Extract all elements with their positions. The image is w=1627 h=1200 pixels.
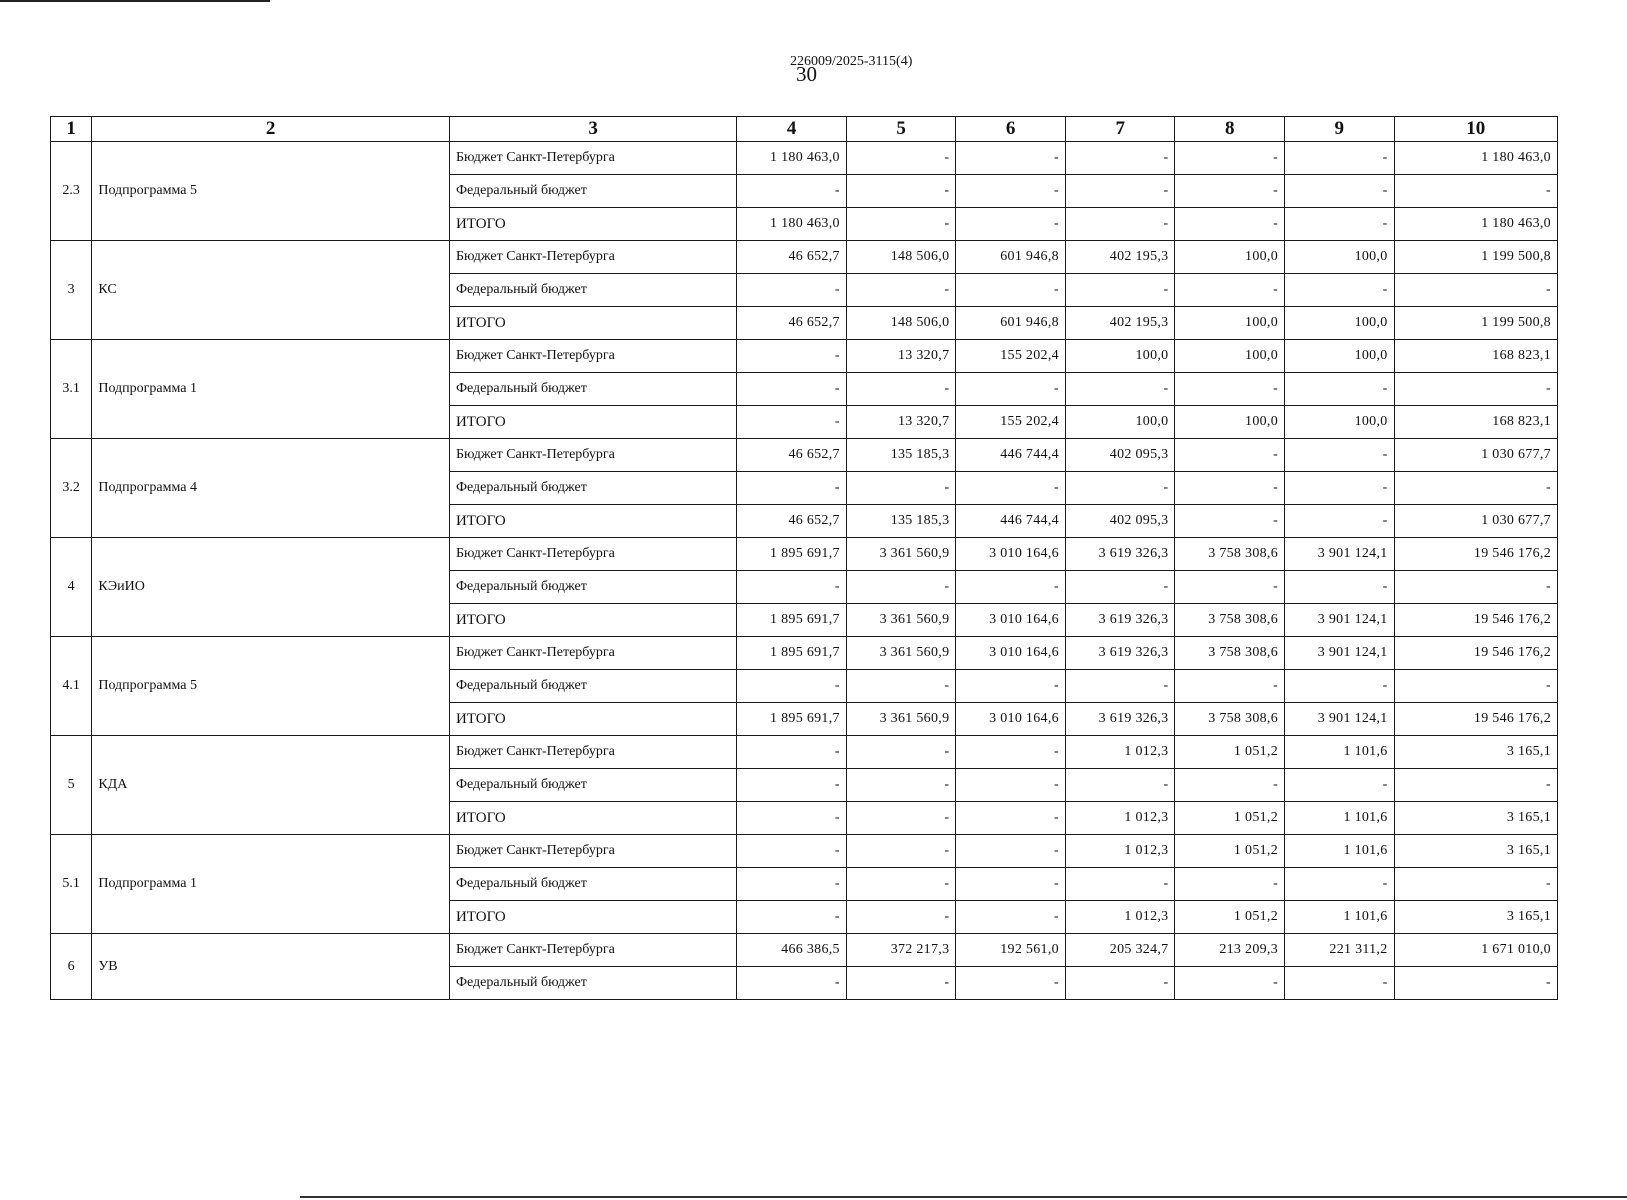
amount-cell: - — [737, 571, 847, 604]
item-name-cell: КЭиИО — [92, 538, 450, 637]
funding-source-cell: Федеральный бюджет — [449, 670, 736, 703]
amount-cell: - — [737, 736, 847, 769]
table-row — [51, 340, 1558, 373]
amount-cell: - — [956, 802, 1066, 835]
amount-cell: - — [1394, 670, 1557, 703]
amount-cell: 1 895 691,7 — [737, 703, 847, 736]
item-name-cell: Подпрограмма 1 — [92, 835, 450, 934]
amount-cell: - — [1394, 472, 1557, 505]
amount-cell: 19 546 176,2 — [1394, 637, 1557, 670]
amount-cell: - — [956, 670, 1066, 703]
amount-cell: - — [1394, 769, 1557, 802]
funding-source-cell: ИТОГО — [449, 802, 736, 835]
funding-source-cell: Бюджет Санкт-Петербурга — [449, 340, 736, 373]
table-row — [51, 835, 1558, 868]
amount-cell: 3 758 308,6 — [1175, 604, 1285, 637]
amount-cell: - — [956, 175, 1066, 208]
amount-cell: - — [1394, 274, 1557, 307]
amount-cell: 46 652,7 — [737, 241, 847, 274]
table-header — [51, 117, 1558, 142]
top-scan-rule — [0, 0, 270, 2]
amount-cell: - — [1285, 670, 1395, 703]
item-number-cell: 5.1 — [51, 835, 92, 934]
amount-cell: 19 546 176,2 — [1394, 703, 1557, 736]
amount-cell: - — [1175, 472, 1285, 505]
funding-source-cell: Федеральный бюджет — [449, 769, 736, 802]
amount-cell: - — [846, 802, 956, 835]
budget-table — [50, 116, 1558, 1000]
amount-cell: 1 180 463,0 — [737, 142, 847, 175]
amount-cell: - — [1175, 769, 1285, 802]
amount-cell: 3 619 326,3 — [1065, 637, 1175, 670]
amount-cell: 46 652,7 — [737, 505, 847, 538]
funding-source-cell: Бюджет Санкт-Петербурга — [449, 538, 736, 571]
amount-cell: - — [956, 373, 1066, 406]
amount-cell: - — [1175, 967, 1285, 1000]
amount-cell: - — [1065, 967, 1175, 1000]
amount-cell: - — [1285, 142, 1395, 175]
amount-cell: 3 010 164,6 — [956, 538, 1066, 571]
item-number-cell: 6 — [51, 934, 92, 1000]
funding-source-cell: ИТОГО — [449, 208, 736, 241]
amount-cell: - — [846, 274, 956, 307]
funding-source-cell: ИТОГО — [449, 604, 736, 637]
amount-cell: 3 901 124,1 — [1285, 637, 1395, 670]
amount-cell: - — [737, 835, 847, 868]
amount-cell: - — [956, 967, 1066, 1000]
amount-cell: 46 652,7 — [737, 307, 847, 340]
amount-cell: 1 051,2 — [1175, 736, 1285, 769]
amount-cell: 100,0 — [1175, 340, 1285, 373]
funding-source-cell: Федеральный бюджет — [449, 472, 736, 505]
amount-cell: - — [1175, 505, 1285, 538]
amount-cell: - — [1065, 373, 1175, 406]
amount-cell: - — [1394, 373, 1557, 406]
document-id: 226009/2025-3115(4) — [790, 54, 913, 69]
amount-cell: 1 101,6 — [1285, 835, 1395, 868]
item-number-cell: 5 — [51, 736, 92, 835]
amount-cell: 1 180 463,0 — [1394, 208, 1557, 241]
amount-cell: 3 361 560,9 — [846, 703, 956, 736]
column-header: 8 — [1175, 117, 1285, 142]
amount-cell: 192 561,0 — [956, 934, 1066, 967]
amount-cell: - — [1065, 571, 1175, 604]
amount-cell: - — [737, 340, 847, 373]
column-header: 6 — [956, 117, 1066, 142]
amount-cell: - — [737, 274, 847, 307]
funding-source-cell: Бюджет Санкт-Петербурга — [449, 835, 736, 868]
item-name-cell: КДА — [92, 736, 450, 835]
item-number-cell: 3 — [51, 241, 92, 340]
amount-cell: 3 619 326,3 — [1065, 703, 1175, 736]
amount-cell: - — [1285, 439, 1395, 472]
amount-cell: 402 095,3 — [1065, 505, 1175, 538]
amount-cell: - — [1175, 142, 1285, 175]
funding-source-cell: Федеральный бюджет — [449, 175, 736, 208]
amount-cell: - — [1175, 868, 1285, 901]
amount-cell: 46 652,7 — [737, 439, 847, 472]
funding-source-cell: Бюджет Санкт-Петербурга — [449, 439, 736, 472]
amount-cell: - — [1394, 868, 1557, 901]
amount-cell: - — [737, 901, 847, 934]
amount-cell: 1 012,3 — [1065, 835, 1175, 868]
amount-cell: 1 199 500,8 — [1394, 241, 1557, 274]
item-name-cell: КС — [92, 241, 450, 340]
amount-cell: 3 010 164,6 — [956, 604, 1066, 637]
column-header: 5 — [846, 117, 956, 142]
amount-cell: - — [846, 571, 956, 604]
amount-cell: - — [1175, 274, 1285, 307]
amount-cell: 1 051,2 — [1175, 835, 1285, 868]
amount-cell: - — [1065, 142, 1175, 175]
funding-source-cell: Бюджет Санкт-Петербурга — [449, 241, 736, 274]
amount-cell: - — [1394, 175, 1557, 208]
amount-cell: 1 012,3 — [1065, 802, 1175, 835]
amount-cell: - — [1285, 769, 1395, 802]
amount-cell: 1 180 463,0 — [737, 208, 847, 241]
amount-cell: 446 744,4 — [956, 439, 1066, 472]
amount-cell: - — [737, 967, 847, 1000]
amount-cell: - — [1285, 208, 1395, 241]
amount-cell: 3 165,1 — [1394, 901, 1557, 934]
item-number-cell: 4 — [51, 538, 92, 637]
amount-cell: - — [1285, 373, 1395, 406]
funding-source-cell: ИТОГО — [449, 901, 736, 934]
amount-cell: 1 895 691,7 — [737, 604, 847, 637]
amount-cell: - — [1065, 868, 1175, 901]
amount-cell: - — [1285, 571, 1395, 604]
funding-source-cell: ИТОГО — [449, 307, 736, 340]
item-name-cell: УВ — [92, 934, 450, 1000]
amount-cell: - — [1175, 373, 1285, 406]
amount-cell: 1 051,2 — [1175, 901, 1285, 934]
page-number: 30 — [796, 62, 817, 86]
funding-source-cell: Бюджет Санкт-Петербурга — [449, 142, 736, 175]
amount-cell: - — [956, 868, 1066, 901]
amount-cell: - — [956, 274, 1066, 307]
amount-cell: - — [1065, 472, 1175, 505]
amount-cell: - — [1285, 175, 1395, 208]
amount-cell: 100,0 — [1175, 307, 1285, 340]
column-header: 1 — [51, 117, 92, 142]
amount-cell: - — [1065, 175, 1175, 208]
amount-cell: - — [956, 736, 1066, 769]
amount-cell: - — [956, 472, 1066, 505]
table-row — [51, 439, 1558, 472]
funding-source-cell: Федеральный бюджет — [449, 571, 736, 604]
amount-cell: - — [846, 175, 956, 208]
amount-cell: - — [1175, 208, 1285, 241]
amount-cell: - — [1285, 868, 1395, 901]
amount-cell: - — [1175, 670, 1285, 703]
amount-cell: - — [846, 472, 956, 505]
amount-cell: 446 744,4 — [956, 505, 1066, 538]
column-header: 7 — [1065, 117, 1175, 142]
amount-cell: - — [846, 835, 956, 868]
amount-cell: 3 758 308,6 — [1175, 538, 1285, 571]
amount-cell: - — [737, 472, 847, 505]
amount-cell: - — [956, 769, 1066, 802]
amount-cell: 19 546 176,2 — [1394, 538, 1557, 571]
amount-cell: 601 946,8 — [956, 307, 1066, 340]
amount-cell: 3 010 164,6 — [956, 637, 1066, 670]
amount-cell: 601 946,8 — [956, 241, 1066, 274]
bottom-scan-rule — [300, 1196, 1627, 1198]
item-number-cell: 3.2 — [51, 439, 92, 538]
amount-cell: 3 361 560,9 — [846, 538, 956, 571]
column-header: 2 — [92, 117, 450, 142]
amount-cell: - — [1285, 967, 1395, 1000]
funding-source-cell: Федеральный бюджет — [449, 868, 736, 901]
amount-cell: 100,0 — [1065, 406, 1175, 439]
item-number-cell: 4.1 — [51, 637, 92, 736]
amount-cell: 155 202,4 — [956, 406, 1066, 439]
column-header: 3 — [449, 117, 736, 142]
amount-cell: 221 311,2 — [1285, 934, 1395, 967]
amount-cell: - — [1285, 505, 1395, 538]
amount-cell: - — [737, 670, 847, 703]
amount-cell: 148 506,0 — [846, 307, 956, 340]
amount-cell: - — [846, 373, 956, 406]
amount-cell: 100,0 — [1175, 241, 1285, 274]
item-number-cell: 3.1 — [51, 340, 92, 439]
amount-cell: - — [846, 670, 956, 703]
amount-cell: 1 895 691,7 — [737, 538, 847, 571]
amount-cell: 3 619 326,3 — [1065, 604, 1175, 637]
table-row — [51, 241, 1558, 274]
amount-cell: 155 202,4 — [956, 340, 1066, 373]
amount-cell: 1 030 677,7 — [1394, 505, 1557, 538]
amount-cell: - — [1065, 670, 1175, 703]
funding-source-cell: Федеральный бюджет — [449, 373, 736, 406]
funding-source-cell: Федеральный бюджет — [449, 274, 736, 307]
amount-cell: 1 671 010,0 — [1394, 934, 1557, 967]
page-header — [0, 54, 1627, 84]
column-header: 10 — [1394, 117, 1557, 142]
amount-cell: 205 324,7 — [1065, 934, 1175, 967]
table-row — [51, 934, 1558, 967]
amount-cell: - — [846, 142, 956, 175]
amount-cell: 3 165,1 — [1394, 736, 1557, 769]
amount-cell: 1 180 463,0 — [1394, 142, 1557, 175]
amount-cell: 3 010 164,6 — [956, 703, 1066, 736]
amount-cell: 1 895 691,7 — [737, 637, 847, 670]
amount-cell: - — [846, 769, 956, 802]
amount-cell: 168 823,1 — [1394, 340, 1557, 373]
item-name-cell: Подпрограмма 5 — [92, 637, 450, 736]
amount-cell: - — [846, 208, 956, 241]
funding-source-cell: Бюджет Санкт-Петербурга — [449, 736, 736, 769]
funding-source-cell: ИТОГО — [449, 406, 736, 439]
amount-cell: 213 209,3 — [1175, 934, 1285, 967]
amount-cell: 1 101,6 — [1285, 802, 1395, 835]
table-row — [51, 736, 1558, 769]
amount-cell: 402 095,3 — [1065, 439, 1175, 472]
funding-source-cell: Бюджет Санкт-Петербурга — [449, 934, 736, 967]
amount-cell: - — [737, 868, 847, 901]
amount-cell: 135 185,3 — [846, 439, 956, 472]
amount-cell: 3 758 308,6 — [1175, 703, 1285, 736]
amount-cell: - — [737, 175, 847, 208]
amount-cell: 1 051,2 — [1175, 802, 1285, 835]
amount-cell: - — [1285, 274, 1395, 307]
amount-cell: - — [1175, 571, 1285, 604]
amount-cell: - — [1394, 967, 1557, 1000]
funding-source-cell: ИТОГО — [449, 505, 736, 538]
amount-cell: - — [956, 142, 1066, 175]
column-number-row — [51, 117, 1558, 142]
amount-cell: 3 361 560,9 — [846, 637, 956, 670]
amount-cell: - — [956, 835, 1066, 868]
amount-cell: 372 217,3 — [846, 934, 956, 967]
item-name-cell: Подпрограмма 5 — [92, 142, 450, 241]
amount-cell: - — [956, 901, 1066, 934]
amount-cell: 3 901 124,1 — [1285, 703, 1395, 736]
amount-cell: - — [737, 802, 847, 835]
amount-cell: - — [737, 769, 847, 802]
amount-cell: - — [1285, 472, 1395, 505]
amount-cell: 3 165,1 — [1394, 802, 1557, 835]
item-number-cell: 2.3 — [51, 142, 92, 241]
amount-cell: - — [1394, 571, 1557, 604]
amount-cell: 100,0 — [1175, 406, 1285, 439]
funding-source-cell: Федеральный бюджет — [449, 967, 736, 1000]
amount-cell: - — [956, 571, 1066, 604]
amount-cell: - — [1065, 274, 1175, 307]
amount-cell: 1 030 677,7 — [1394, 439, 1557, 472]
funding-source-cell: ИТОГО — [449, 703, 736, 736]
amount-cell: 402 195,3 — [1065, 241, 1175, 274]
amount-cell: - — [846, 901, 956, 934]
amount-cell: - — [1065, 208, 1175, 241]
amount-cell: 148 506,0 — [846, 241, 956, 274]
item-name-cell: Подпрограмма 1 — [92, 340, 450, 439]
amount-cell: 3 619 326,3 — [1065, 538, 1175, 571]
amount-cell: 1 101,6 — [1285, 901, 1395, 934]
amount-cell: 1 012,3 — [1065, 736, 1175, 769]
amount-cell: - — [846, 736, 956, 769]
amount-cell: 3 165,1 — [1394, 835, 1557, 868]
column-header: 9 — [1285, 117, 1395, 142]
table-row — [51, 637, 1558, 670]
amount-cell: 3 361 560,9 — [846, 604, 956, 637]
amount-cell: 3 901 124,1 — [1285, 538, 1395, 571]
amount-cell: 1 101,6 — [1285, 736, 1395, 769]
amount-cell: - — [1175, 175, 1285, 208]
amount-cell: 3 901 124,1 — [1285, 604, 1395, 637]
amount-cell: - — [956, 208, 1066, 241]
amount-cell: 1 012,3 — [1065, 901, 1175, 934]
amount-cell: - — [1065, 769, 1175, 802]
table-row — [51, 538, 1558, 571]
amount-cell: 135 185,3 — [846, 505, 956, 538]
amount-cell: 3 758 308,6 — [1175, 637, 1285, 670]
amount-cell: 100,0 — [1285, 340, 1395, 373]
amount-cell: - — [1175, 439, 1285, 472]
amount-cell: 100,0 — [1285, 241, 1395, 274]
amount-cell: - — [846, 868, 956, 901]
amount-cell: 466 386,5 — [737, 934, 847, 967]
amount-cell: 402 195,3 — [1065, 307, 1175, 340]
amount-cell: 19 546 176,2 — [1394, 604, 1557, 637]
amount-cell: 168 823,1 — [1394, 406, 1557, 439]
funding-source-cell: Бюджет Санкт-Петербурга — [449, 637, 736, 670]
amount-cell: 1 199 500,8 — [1394, 307, 1557, 340]
item-name-cell: Подпрограмма 4 — [92, 439, 450, 538]
amount-cell: 100,0 — [1065, 340, 1175, 373]
table-body — [51, 142, 1558, 1000]
amount-cell: 100,0 — [1285, 307, 1395, 340]
amount-cell: 13 320,7 — [846, 406, 956, 439]
amount-cell: 13 320,7 — [846, 340, 956, 373]
amount-cell: 100,0 — [1285, 406, 1395, 439]
column-header: 4 — [737, 117, 847, 142]
amount-cell: - — [737, 406, 847, 439]
table-row — [51, 142, 1558, 175]
amount-cell: - — [846, 967, 956, 1000]
amount-cell: - — [737, 373, 847, 406]
